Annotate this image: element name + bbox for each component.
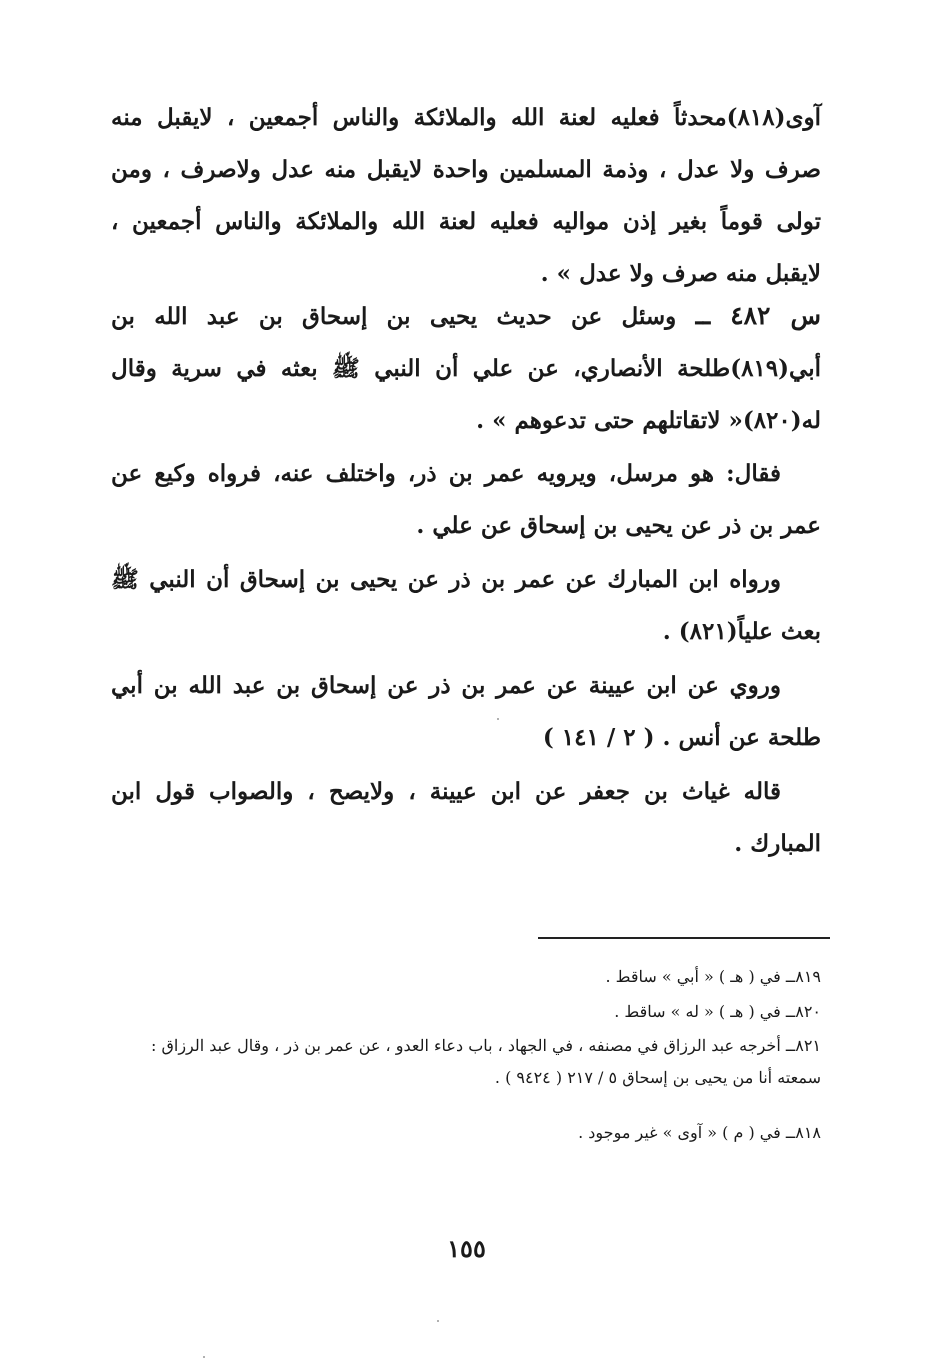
scan-speck <box>497 718 499 720</box>
paragraph-hadith-end: آوى(٨١٨)محدثاً فعليه لعنة الله والملائكة والناس أجمعين ، لايقبل منه صرف ولا عدل ، وذمة المسلمين واحدة لايقبل منه عدل ولاصرف ، ومن تولى قوماً بغير إذن مواليه فعليه لعنة الله والملائكة والناس أجمعين ، لايقبل منه صرف ولا عدل » . <box>111 104 821 287</box>
narration-ibn-uyayna: وروي عن ابن عيينة عن عمر بن ذر عن إسحاق بن عبد الله بن أبي طلحة عن أنس . ( ٢ / ١٤١ ) <box>111 672 821 751</box>
footnote-separator <box>538 937 830 939</box>
scan-speck <box>437 1320 439 1322</box>
closing-paragraph: قاله غياث بن جعفر عن ابن عيينة ، ولايصح ، والصواب قول ابن المبارك . <box>111 778 821 857</box>
footnote-821: ٨٢١ــ أخرجه عبد الرزاق في مصنفه ، في الجهاد ، باب دعاء العدو ، عن عمر بن ذر ، وقال عبد الرزاق : سمعته أنا من يحيى بن إسحاق ٥ / ٢١٧ ( ٩٤٢٤ ) . <box>150 1036 821 1087</box>
question-482 <box>111 290 821 447</box>
question-number: س ٤٨٢ ــ <box>695 301 821 330</box>
footnote-820: ٨٢٠ــ في ( هـ ) « له » ساقط . <box>614 1002 821 1021</box>
footnote-818: ٨١٨ــ في ( م ) « آوى » غير موجود . <box>578 1123 821 1142</box>
narration-ibn-mubarak: ورواه ابن المبارك عن عمر بن ذر عن يحيى بن إسحاق أن النبي ﷺ بعث علياً(٨٢١) . <box>111 566 821 645</box>
scan-speck <box>203 1356 205 1358</box>
footnote-819: ٨١٩ــ في ( هـ ) « أبي » ساقط . <box>605 967 821 986</box>
answer-paragraph: فقال: هو مرسل، ويرويه عمر بن ذر، واختلف عنه، فرواه وكيع عن عمر بن ذر عن يحيى بن إسحاق عن علي . <box>111 460 821 539</box>
page-number: ١٥٥ <box>447 1234 486 1263</box>
question-text: وسئل عن حديث يحيى بن إسحاق بن عبد الله بن أبي(٨١٩)طلحة الأنصاري، عن علي أن النبي ﷺ بعثه في سرية وقال له(٨٢٠)« لاتقاتلهم حتى تدعوهم » . <box>111 303 821 434</box>
